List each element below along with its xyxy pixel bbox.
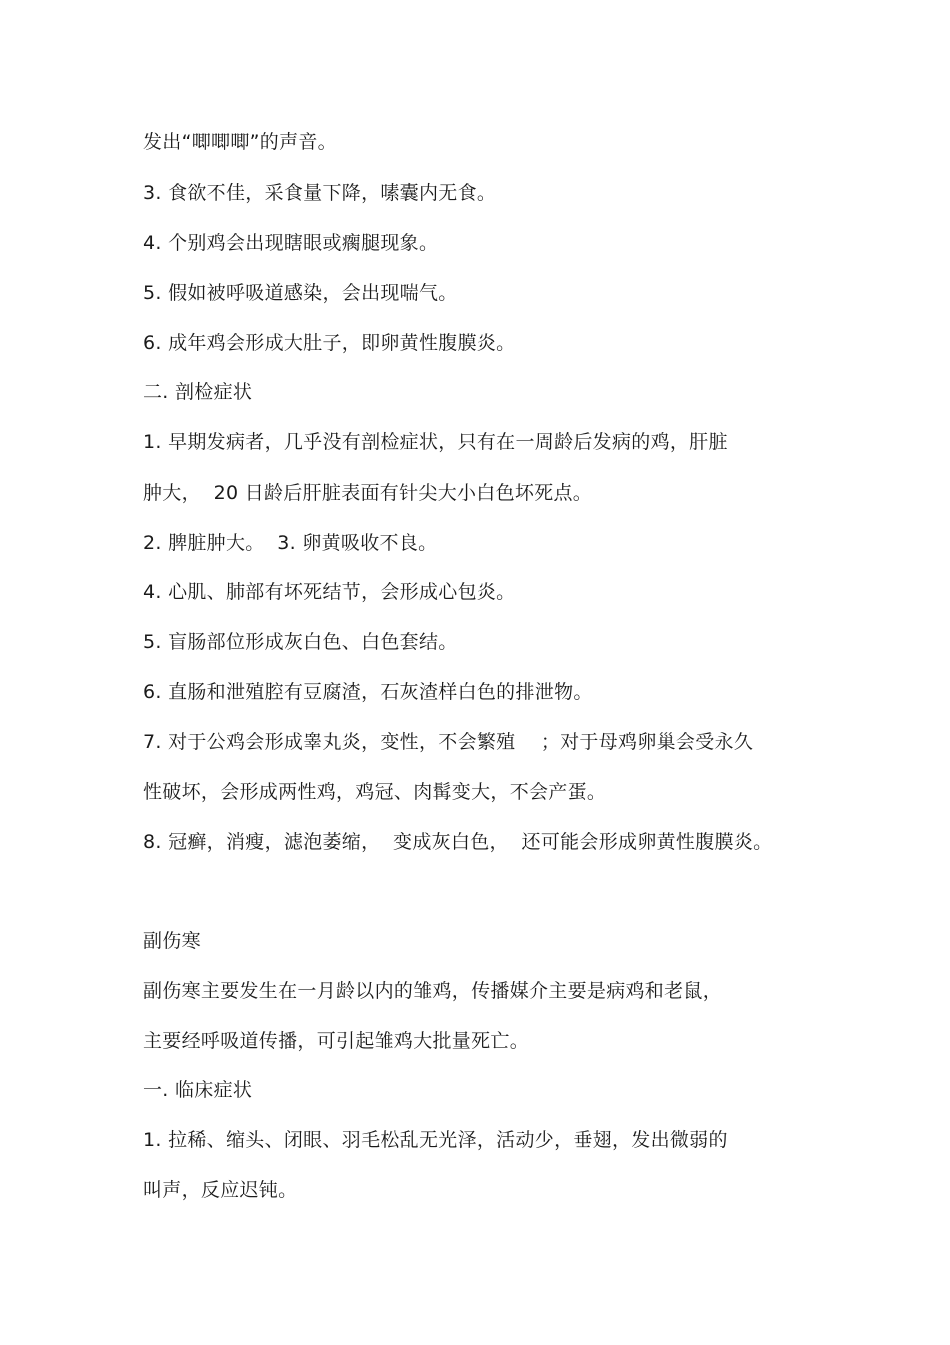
text-line: 8. 冠癣，消瘦，滤泡萎缩， 变成灰白色， 还可能会形成卵黄性腹膜炎。 <box>143 831 773 853</box>
text-line: 1. 拉稀、缩头、闭眼、羽毛松乱无光泽，活动少，垂翅，发出微弱的 <box>143 1129 728 1151</box>
text-line: 4. 个别鸡会出现瞎眼或瘸腿现象。 <box>143 232 439 254</box>
text-line: 副伤寒主要发生在一月龄以内的雏鸡，传播媒介主要是病鸡和老鼠， <box>143 980 723 1002</box>
text-line: 4. 心肌、肺部有坏死结节，会形成心包炎。 <box>143 581 516 603</box>
section-title: 副伤寒 <box>143 930 201 952</box>
text-line: 5. 盲肠部位形成灰白色、白色套结。 <box>143 631 458 653</box>
text-line: 1. 早期发病者，几乎没有剖检症状，只有在一周龄后发病的鸡，肝脏 <box>143 431 728 453</box>
text-line: 发出“唧唧唧”的声音。 <box>143 131 337 153</box>
text-line: 2. 脾脏肿大。 3. 卵黄吸收不良。 <box>143 532 438 554</box>
section-heading: 二. 剖检症状 <box>143 381 253 403</box>
section-heading: 一. 临床症状 <box>143 1079 253 1101</box>
text-line: 主要经呼吸道传播，可引起雏鸡大批量死亡。 <box>143 1030 530 1052</box>
text-line: 性破坏，会形成两性鸡，鸡冠、肉髯变大，不会产蛋。 <box>143 781 607 803</box>
text-line: 叫声，反应迟钝。 <box>143 1179 298 1201</box>
text-line: 7. 对于公鸡会形成睾丸炎，变性，不会繁殖 ；对于母鸡卵巢会受永久 <box>143 731 754 753</box>
text-line: 6. 成年鸡会形成大肚子，即卵黄性腹膜炎。 <box>143 332 516 354</box>
text-line: 3. 食欲不佳，采食量下降，嗉囊内无食。 <box>143 182 497 204</box>
text-line: 6. 直肠和泄殖腔有豆腐渣，石灰渣样白色的排泄物。 <box>143 681 593 703</box>
text-line: 5. 假如被呼吸道感染，会出现喘气。 <box>143 282 458 304</box>
text-line: 肿大， 20 日龄后肝脏表面有针尖大小白色坏死点。 <box>143 482 593 504</box>
